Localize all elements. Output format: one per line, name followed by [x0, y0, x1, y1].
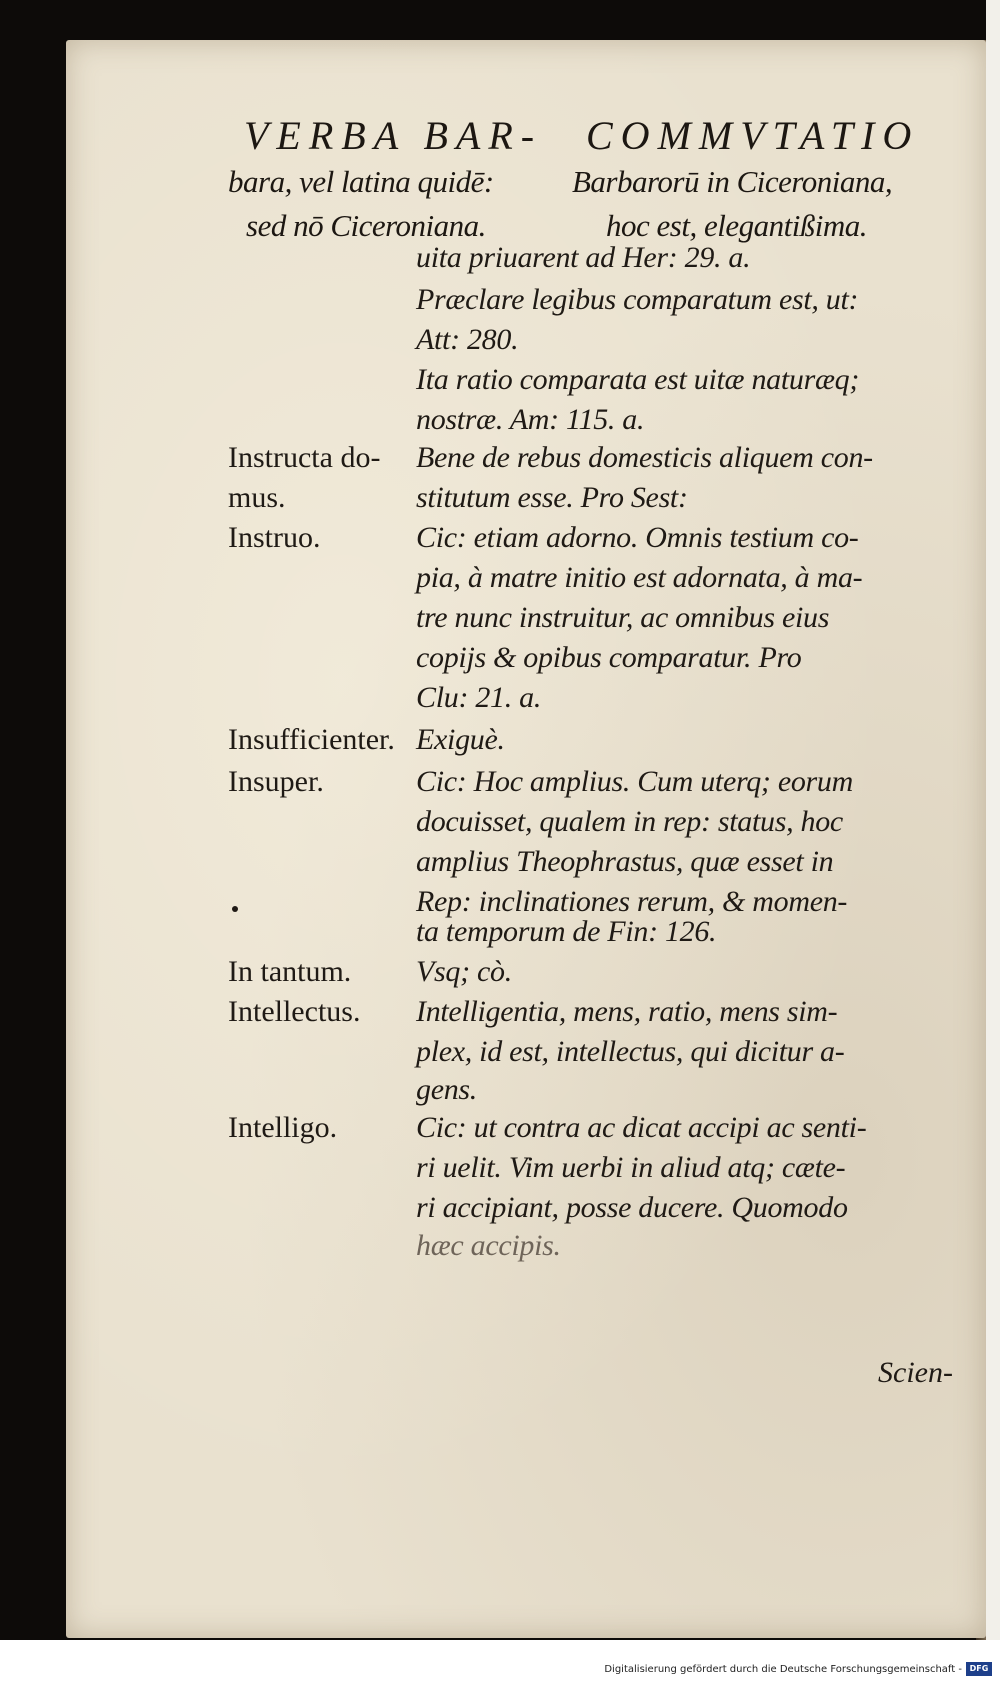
term-insufficienter: Insufficienter. — [228, 723, 395, 756]
text-line-26: hæc accipis. — [416, 1229, 561, 1262]
text-line-9: pia, à matre initio est adornata, à ma- — [416, 561, 863, 594]
term-in-tantum: In tantum. — [228, 955, 352, 988]
header-left-line-2: bara, vel latina quidē: — [228, 164, 494, 199]
header-right-line-2: Barbarorū in Ciceroniana, — [572, 164, 893, 199]
text-line-8: Cic: etiam adorno. Omnis testium co- — [416, 521, 859, 554]
text-line-21: plex, id est, intellectus, qui dicitur a- — [416, 1035, 845, 1068]
text-line-17: Rep: inclinationes rerum, & momen- — [416, 885, 848, 918]
header-right-line-3: hoc est, elegantißima. — [606, 208, 868, 243]
term-instructa-domus-2: mus. — [228, 481, 286, 514]
header-left-line-3: sed nō Ciceroniana. — [246, 208, 486, 243]
term-intelligo: Intelligo. — [228, 1111, 338, 1144]
text-line-2: Præclare legibus comparatum est, ut: — [416, 283, 859, 316]
header-right-line-1: COMMVTATIO — [586, 113, 920, 158]
text-line-10: tre nunc instruitur, ac omnibus eius — [416, 601, 830, 634]
text-line-25: ri accipiant, posse ducere. Quomodo — [416, 1191, 848, 1224]
text-line-16: amplius Theophrastus, quæ esset in — [416, 845, 834, 878]
text-line-3: Att: 280. — [416, 323, 519, 356]
term-instructa-domus-1: Instructa do- — [228, 441, 381, 474]
footer-credit: Digitalisierung gefördert durch die Deutsche Forschungsgemeinschaft - — [604, 1664, 962, 1675]
text-line-19: Vsq; cò. — [416, 955, 512, 988]
footer-bar — [0, 1640, 1000, 1695]
text-line-23: Cic: ut contra ac dicat accipi ac senti- — [416, 1111, 867, 1144]
ink-mark — [232, 906, 238, 912]
text-line-12: Clu: 21. a. — [416, 681, 542, 714]
text-line-6: Bene de rebus domesticis aliquem con- — [416, 441, 873, 474]
text-line-4: Ita ratio comparata est uitæ naturæq; — [416, 363, 860, 396]
text-line-5: nostræ. Am: 115. a. — [416, 403, 645, 436]
right-margin-strip — [986, 0, 1000, 1640]
catchword: Scien- — [878, 1356, 953, 1389]
text-line-1: uita priuarent ad Her: 29. a. — [416, 241, 751, 274]
text-line-13: Exiguè. — [416, 723, 505, 756]
book-page — [66, 40, 986, 1638]
text-line-15: docuisset, qualem in rep: status, hoc — [416, 805, 843, 838]
term-instruo: Instruo. — [228, 521, 321, 554]
text-line-20: Intelligentia, mens, ratio, mens sim- — [416, 995, 838, 1028]
header-left-line-1: VERBA BAR- — [244, 113, 543, 158]
term-intellectus: Intellectus. — [228, 995, 361, 1028]
text-line-14: Cic: Hoc amplius. Cum uterq; eorum — [416, 765, 853, 798]
text-line-7: stitutum esse. Pro Sest: — [416, 481, 688, 514]
text-line-24: ri uelit. Vim uerbi in aliud atq; cæte- — [416, 1151, 846, 1184]
term-insuper: Insuper. — [228, 765, 324, 798]
dfg-logo-icon: DFG — [966, 1662, 992, 1676]
text-line-11: copijs & opibus comparatur. Pro — [416, 641, 802, 674]
text-line-22: gens. — [416, 1073, 477, 1106]
text-line-18: ta temporum de Fin: 126. — [416, 915, 717, 948]
